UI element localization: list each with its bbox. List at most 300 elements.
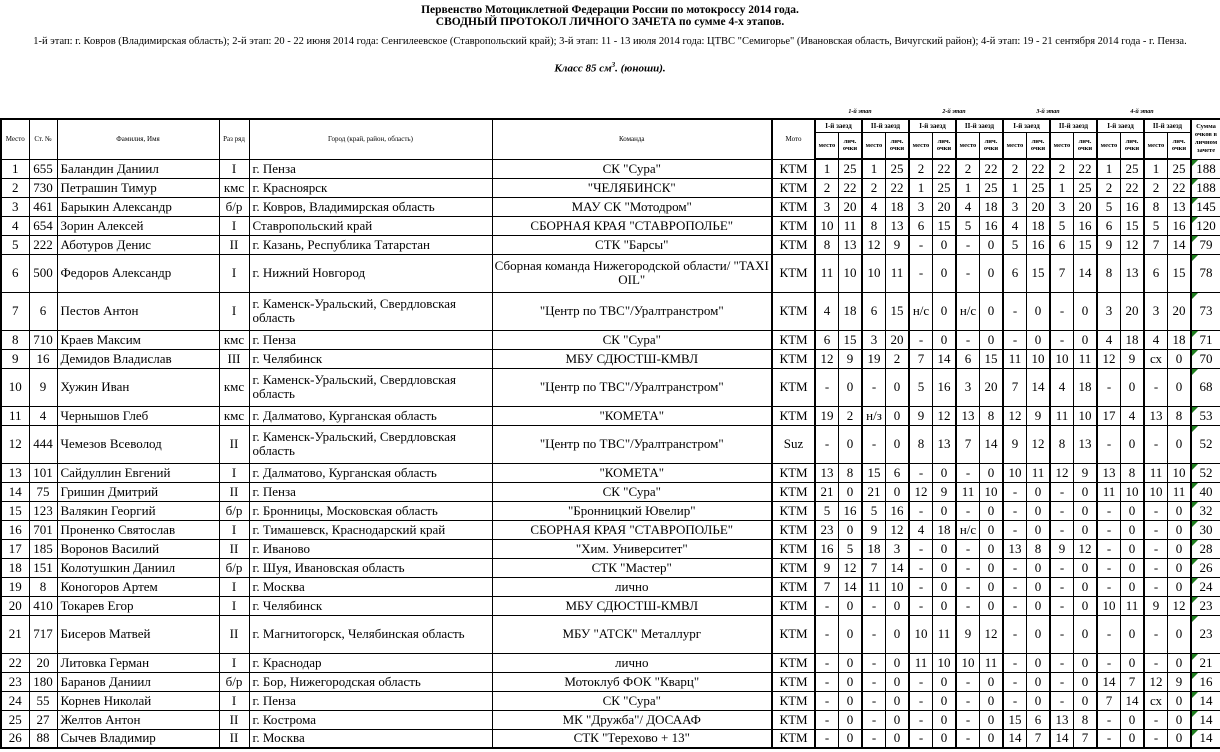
cell-race-points: 0	[1121, 729, 1145, 748]
cell-race-place: 2	[815, 178, 839, 197]
cell-race-place: 10	[909, 615, 933, 653]
cell-race-place: 5	[956, 216, 980, 235]
cell-race-points: 0	[980, 463, 1004, 482]
table-row	[1, 159, 1220, 178]
cell-race-place: -	[909, 558, 933, 577]
cell-race-points: 0	[1074, 615, 1098, 653]
total-value: 30	[1199, 521, 1213, 537]
cell-total	[1191, 577, 1220, 596]
cell-race-points: 0	[980, 577, 1004, 596]
sub-header-points: лич. очки	[1074, 132, 1098, 159]
cell-race-place: -	[1003, 292, 1027, 330]
cell-race-points: 12	[886, 520, 910, 539]
green-corner-marker-icon	[1192, 730, 1198, 736]
cell-number: 27	[29, 710, 57, 729]
cell-team: СТК "Барсы"	[492, 235, 772, 254]
cell-race-points: 0	[933, 729, 957, 748]
cell-race-points: 14	[1074, 254, 1098, 292]
cell-race-points: 7	[1121, 672, 1145, 691]
green-corner-marker-icon	[1192, 426, 1198, 432]
cell-race-place: -	[862, 615, 886, 653]
cell-race-points: 25	[933, 178, 957, 197]
cell-team: "Центр по ТВС"/Уралтранстром"	[492, 292, 772, 330]
cell-race-place: н/з	[862, 406, 886, 425]
cell-race-place: -	[956, 710, 980, 729]
cell-race-place: 5	[1003, 235, 1027, 254]
cell-rank: кмс	[219, 330, 249, 349]
cell-race-points: 0	[980, 539, 1004, 558]
cell-race-points: 10	[1074, 406, 1098, 425]
cell-race-points: 0	[933, 292, 957, 330]
cell-race-points: 12	[1168, 596, 1192, 615]
green-corner-marker-icon	[1192, 711, 1198, 717]
cell-place: 23	[1, 672, 29, 691]
cell-race-place: 14	[1097, 672, 1121, 691]
cell-race-points: 9	[933, 482, 957, 501]
cell-race-place: 5	[1050, 216, 1074, 235]
cell-race-place: 16	[815, 539, 839, 558]
cell-race-place: 15	[1003, 710, 1027, 729]
cell-name: Токарев Егор	[57, 596, 219, 615]
cell-race-place: 1	[909, 178, 933, 197]
cell-place: 16	[1, 520, 29, 539]
sub-header-place: место	[1050, 132, 1074, 159]
cell-total	[1191, 349, 1220, 368]
cell-race-place: 12	[1144, 672, 1168, 691]
cell-team: СТК "Терехово + 13"	[492, 729, 772, 748]
cell-race-place: -	[909, 577, 933, 596]
table-row	[1, 292, 1220, 330]
cell-race-points: 0	[1027, 596, 1051, 615]
cell-name: Пестов Антон	[57, 292, 219, 330]
table-row	[1, 558, 1220, 577]
cell-race-points: 0	[1168, 615, 1192, 653]
cell-race-points: 0	[933, 501, 957, 520]
cell-total	[1191, 558, 1220, 577]
cell-race-points: 0	[1168, 710, 1192, 729]
cell-moto: КТМ	[772, 615, 815, 653]
cell-race-place: 4	[862, 197, 886, 216]
col-header-stage2-race1: I-й заезд	[909, 119, 956, 132]
cell-race-points: 0	[1074, 577, 1098, 596]
cell-race-place: 19	[815, 406, 839, 425]
cell-total	[1191, 254, 1220, 292]
cell-moto: КТМ	[772, 482, 815, 501]
cell-race-points: 10	[1121, 482, 1145, 501]
cell-number: 730	[29, 178, 57, 197]
cell-race-points: 0	[886, 596, 910, 615]
cell-number: 444	[29, 425, 57, 463]
cell-name: Петрашин Тимур	[57, 178, 219, 197]
total-value: 14	[1199, 692, 1213, 708]
cell-race-place: 3	[909, 197, 933, 216]
cell-race-points: 8	[839, 463, 863, 482]
cell-race-place: 3	[1144, 292, 1168, 330]
cell-race-place: -	[862, 653, 886, 672]
cell-moto: КТМ	[772, 216, 815, 235]
cell-rank: I	[219, 254, 249, 292]
cell-race-place: -	[1097, 615, 1121, 653]
cell-race-points: 12	[933, 406, 957, 425]
sub-header-points: лич. очки	[980, 132, 1004, 159]
cell-race-points: 6	[1027, 710, 1051, 729]
cell-moto: КТМ	[772, 520, 815, 539]
cell-race-place: 13	[815, 463, 839, 482]
green-corner-marker-icon	[1192, 198, 1198, 204]
cell-name: Валякин Георгий	[57, 501, 219, 520]
cell-race-place: 9	[1097, 235, 1121, 254]
cell-moto: Suz	[772, 425, 815, 463]
cell-rank: II	[219, 539, 249, 558]
cell-rank: б/р	[219, 501, 249, 520]
cell-race-points: 10	[886, 577, 910, 596]
table-row	[1, 254, 1220, 292]
cell-race-points: 16	[839, 501, 863, 520]
total-value: 32	[1199, 502, 1213, 518]
cell-race-points: 5	[839, 539, 863, 558]
cell-name: Демидов Владислав	[57, 349, 219, 368]
cell-race-place: 11	[1097, 482, 1121, 501]
cell-race-place: 9	[862, 520, 886, 539]
cell-race-place: 8	[1097, 254, 1121, 292]
table-row	[1, 691, 1220, 710]
cell-race-place: 7	[1050, 254, 1074, 292]
cell-total	[1191, 197, 1220, 216]
cell-race-place: -	[862, 691, 886, 710]
cell-city: г. Бронницы, Московская область	[249, 501, 492, 520]
cell-race-points: 0	[1074, 672, 1098, 691]
cell-race-place: 1	[1144, 159, 1168, 178]
cell-race-place: -	[956, 463, 980, 482]
cell-place: 20	[1, 596, 29, 615]
cell-race-points: 0	[1027, 520, 1051, 539]
cell-race-place: -	[1144, 558, 1168, 577]
cell-race-points: 2	[886, 349, 910, 368]
table-row	[1, 729, 1220, 748]
cell-race-points: 18	[933, 520, 957, 539]
cell-place: 1	[1, 159, 29, 178]
col-header-city: Город (край, район, область)	[249, 119, 492, 159]
cell-total	[1191, 235, 1220, 254]
total-value: 16	[1199, 673, 1213, 689]
cell-race-points: 8	[1168, 406, 1192, 425]
cell-race-place: -	[1097, 558, 1121, 577]
cell-race-place: -	[1144, 539, 1168, 558]
cell-race-place: -	[815, 425, 839, 463]
col-header-number: Ст. №	[29, 119, 57, 159]
cell-city: г. Челябинск	[249, 349, 492, 368]
cell-name: Колотушкин Даниил	[57, 558, 219, 577]
cell-race-points: 0	[839, 520, 863, 539]
cell-city: г. Каменск-Уральский, Свердловская область	[249, 368, 492, 406]
cell-number: 222	[29, 235, 57, 254]
cell-race-points: 22	[1027, 159, 1051, 178]
cell-race-points: 0	[933, 577, 957, 596]
cell-race-points: 8	[1074, 710, 1098, 729]
document-header	[0, 0, 1220, 100]
cell-race-points: 12	[1074, 539, 1098, 558]
cell-race-points: 13	[839, 235, 863, 254]
col-header-name: Фамилия, Имя	[57, 119, 219, 159]
cell-race-points: 10	[933, 653, 957, 672]
cell-total	[1191, 406, 1220, 425]
cell-race-place: -	[815, 729, 839, 748]
cell-race-points: 8	[1027, 539, 1051, 558]
cell-name: Коногоров Артем	[57, 577, 219, 596]
stage-label-1: 1-й этап	[848, 109, 872, 115]
cell-name: Зорин Алексей	[57, 216, 219, 235]
cell-race-place: сх	[1144, 691, 1168, 710]
cell-race-points: 18	[839, 292, 863, 330]
cell-race-place: -	[1003, 672, 1027, 691]
cell-team: лично	[492, 653, 772, 672]
table-row	[1, 539, 1220, 558]
cell-place: 12	[1, 425, 29, 463]
cell-race-place: 12	[1050, 463, 1074, 482]
cell-race-points: 0	[886, 672, 910, 691]
cell-race-points: 0	[980, 330, 1004, 349]
cell-city: г. Ковров, Владимирская область	[249, 197, 492, 216]
cell-race-place: 11	[862, 577, 886, 596]
cell-race-place: 12	[815, 349, 839, 368]
col-header-moto: Мото	[772, 119, 815, 159]
cell-race-place: 19	[862, 349, 886, 368]
cell-race-place: 11	[956, 482, 980, 501]
cell-city: г. Пенза	[249, 482, 492, 501]
cell-race-place: -	[1097, 577, 1121, 596]
cell-rank: б/р	[219, 672, 249, 691]
green-corner-marker-icon	[1192, 293, 1198, 299]
cell-race-points: 16	[886, 501, 910, 520]
cell-race-points: 22	[839, 178, 863, 197]
cell-place: 17	[1, 539, 29, 558]
cell-race-points: 0	[980, 235, 1004, 254]
cell-team: "Хим. Университет"	[492, 539, 772, 558]
cell-race-points: 25	[1074, 178, 1098, 197]
cell-race-points: 14	[1168, 235, 1192, 254]
cell-race-points: 0	[839, 596, 863, 615]
cell-race-place: -	[1050, 653, 1074, 672]
cell-name: Чернышов Глеб	[57, 406, 219, 425]
stages-description: 1-й этап: г. Ковров (Владимирская область); 2-й этап: 20 - 22 июня 2014 года: Сенгилеевское (Ставропольский край); 3-й этап: 11 - 13 июля 2014 года: ЦТВС "Семигорье" (Ивановская область, Вичугский район); 4-й этап: 19 - 21 сентября 2014 года - г. Пенза.	[33, 36, 1187, 47]
cell-number: 701	[29, 520, 57, 539]
cell-race-points: 20	[980, 368, 1004, 406]
cell-moto: КТМ	[772, 159, 815, 178]
green-corner-marker-icon	[1192, 483, 1198, 489]
green-corner-marker-icon	[1192, 255, 1198, 261]
cell-race-points: 16	[1168, 216, 1192, 235]
cell-race-points: 15	[839, 330, 863, 349]
cell-race-points: 0	[1168, 653, 1192, 672]
class-superscript: 3	[611, 61, 616, 69]
cell-race-points: 20	[1074, 197, 1098, 216]
cell-name: Воронов Василий	[57, 539, 219, 558]
green-corner-marker-icon	[1192, 407, 1198, 413]
cell-race-points: 0	[933, 710, 957, 729]
cell-total	[1191, 216, 1220, 235]
cell-race-points: 0	[1121, 368, 1145, 406]
cell-race-points: 18	[886, 197, 910, 216]
cell-race-place: -	[956, 539, 980, 558]
cell-race-place: 17	[1097, 406, 1121, 425]
cell-race-place: 3	[815, 197, 839, 216]
cell-race-place: 23	[815, 520, 839, 539]
cell-total	[1191, 520, 1220, 539]
cell-race-points: 15	[1121, 216, 1145, 235]
green-corner-marker-icon	[1192, 540, 1198, 546]
cell-name: Бисеров Матвей	[57, 615, 219, 653]
cell-city: г. Челябинск	[249, 596, 492, 615]
cell-race-place: 6	[862, 292, 886, 330]
cell-race-points: 0	[1121, 425, 1145, 463]
cell-team: "КОМЕТА"	[492, 406, 772, 425]
cell-race-place: 6	[815, 330, 839, 349]
cell-moto: КТМ	[772, 254, 815, 292]
stage-group-labels	[0, 100, 1220, 118]
cell-race-points: 0	[1027, 672, 1051, 691]
sub-header-points: лич. очки	[1168, 132, 1192, 159]
cell-total	[1191, 729, 1220, 748]
table-row	[1, 520, 1220, 539]
cell-rank: I	[219, 463, 249, 482]
cell-place: 13	[1, 463, 29, 482]
cell-number: 6	[29, 292, 57, 330]
cell-race-place: 4	[1050, 368, 1074, 406]
cell-race-place: 2	[1050, 159, 1074, 178]
results-table-body	[1, 159, 1220, 748]
cell-race-points: 2	[839, 406, 863, 425]
cell-race-place: 12	[1097, 349, 1121, 368]
cell-rank: кмс	[219, 178, 249, 197]
cell-total	[1191, 463, 1220, 482]
cell-race-place: -	[815, 691, 839, 710]
cell-race-place: 3	[862, 330, 886, 349]
cell-race-place: -	[862, 710, 886, 729]
cell-race-points: 0	[1168, 368, 1192, 406]
green-corner-marker-icon	[1192, 179, 1198, 185]
cell-race-points: 0	[1121, 501, 1145, 520]
cell-rank: I	[219, 292, 249, 330]
cell-race-points: 15	[1027, 254, 1051, 292]
cell-race-points: 0	[1168, 577, 1192, 596]
cell-rank: I	[219, 159, 249, 178]
cell-team: СК "Сура"	[492, 159, 772, 178]
cell-moto: КТМ	[772, 596, 815, 615]
cell-race-place: 15	[862, 463, 886, 482]
cell-total	[1191, 501, 1220, 520]
cell-race-points: 0	[839, 672, 863, 691]
cell-race-place: 6	[1097, 216, 1121, 235]
cell-race-place: -	[1050, 672, 1074, 691]
cell-number: 20	[29, 653, 57, 672]
cell-race-place: 7	[956, 425, 980, 463]
cell-race-place: 1	[815, 159, 839, 178]
cell-race-points: 8	[980, 406, 1004, 425]
cell-race-place: -	[1097, 653, 1121, 672]
cell-race-place: 14	[1003, 729, 1027, 748]
table-row	[1, 368, 1220, 406]
cell-total	[1191, 615, 1220, 653]
cell-total	[1191, 539, 1220, 558]
cell-race-points: 0	[1168, 501, 1192, 520]
cell-race-points: 0	[1074, 482, 1098, 501]
cell-race-place: -	[1050, 577, 1074, 596]
cell-race-place: -	[1050, 482, 1074, 501]
cell-race-points: 0	[839, 710, 863, 729]
green-corner-marker-icon	[1192, 616, 1198, 622]
cell-team: лично	[492, 577, 772, 596]
cell-race-place: -	[909, 672, 933, 691]
sub-header-place: место	[1097, 132, 1121, 159]
col-header-stage4-race1: I-й заезд	[1097, 119, 1144, 132]
cell-race-points: 20	[886, 330, 910, 349]
cell-race-points: 9	[839, 349, 863, 368]
cell-race-place: 2	[1144, 178, 1168, 197]
cell-race-points: 22	[1168, 178, 1192, 197]
cell-race-place: 6	[1003, 254, 1027, 292]
cell-race-points: 0	[1168, 349, 1192, 368]
cell-race-place: 5	[815, 501, 839, 520]
cell-city: г. Пенза	[249, 159, 492, 178]
cell-rank: II	[219, 729, 249, 748]
cell-place: 11	[1, 406, 29, 425]
cell-race-place: 13	[1003, 539, 1027, 558]
table-row	[1, 596, 1220, 615]
table-row	[1, 463, 1220, 482]
cell-race-points: 0	[1074, 653, 1098, 672]
cell-race-place: 6	[1144, 254, 1168, 292]
cell-race-points: 25	[1121, 159, 1145, 178]
cell-race-points: 3	[886, 539, 910, 558]
cell-race-points: 0	[1027, 577, 1051, 596]
cell-name: Литовка Герман	[57, 653, 219, 672]
document-subtitle: СВОДНЫЙ ПРОТОКОЛ ЛИЧНОГО ЗАЧЕТА по сумме 4-х этапов.	[435, 16, 785, 28]
table-header	[1, 119, 1220, 159]
total-value: 73	[1199, 303, 1213, 318]
cell-race-points: 0	[933, 539, 957, 558]
cell-race-points: 25	[980, 178, 1004, 197]
cell-race-points: 0	[1074, 501, 1098, 520]
green-corner-marker-icon	[1192, 217, 1198, 223]
cell-race-points: 0	[1121, 520, 1145, 539]
cell-race-place: -	[1144, 653, 1168, 672]
cell-race-points: 14	[1121, 691, 1145, 710]
cell-race-points: 10	[839, 254, 863, 292]
cell-race-place: 12	[862, 235, 886, 254]
cell-race-place: -	[815, 653, 839, 672]
green-corner-marker-icon	[1192, 559, 1198, 565]
cell-race-points: 0	[933, 254, 957, 292]
col-header-place: Место	[1, 119, 29, 159]
cell-total	[1191, 178, 1220, 197]
cell-city: г. Каменск-Уральский, Свердловская область	[249, 292, 492, 330]
cell-city: г. Далматово, Курганская область	[249, 406, 492, 425]
cell-number: 410	[29, 596, 57, 615]
cell-race-place: -	[1097, 539, 1121, 558]
table-row	[1, 330, 1220, 349]
cell-race-points: 0	[933, 596, 957, 615]
cell-rank: I	[219, 577, 249, 596]
cell-race-place: -	[1050, 691, 1074, 710]
cell-rank: I	[219, 596, 249, 615]
cell-race-points: 20	[1121, 292, 1145, 330]
cell-race-place: 11	[1003, 349, 1027, 368]
col-header-rank: Раз ряд	[219, 119, 249, 159]
cell-race-points: 25	[1168, 159, 1192, 178]
cell-race-points: 0	[933, 330, 957, 349]
cell-race-points: 0	[1027, 558, 1051, 577]
cell-race-points: 20	[1168, 292, 1192, 330]
